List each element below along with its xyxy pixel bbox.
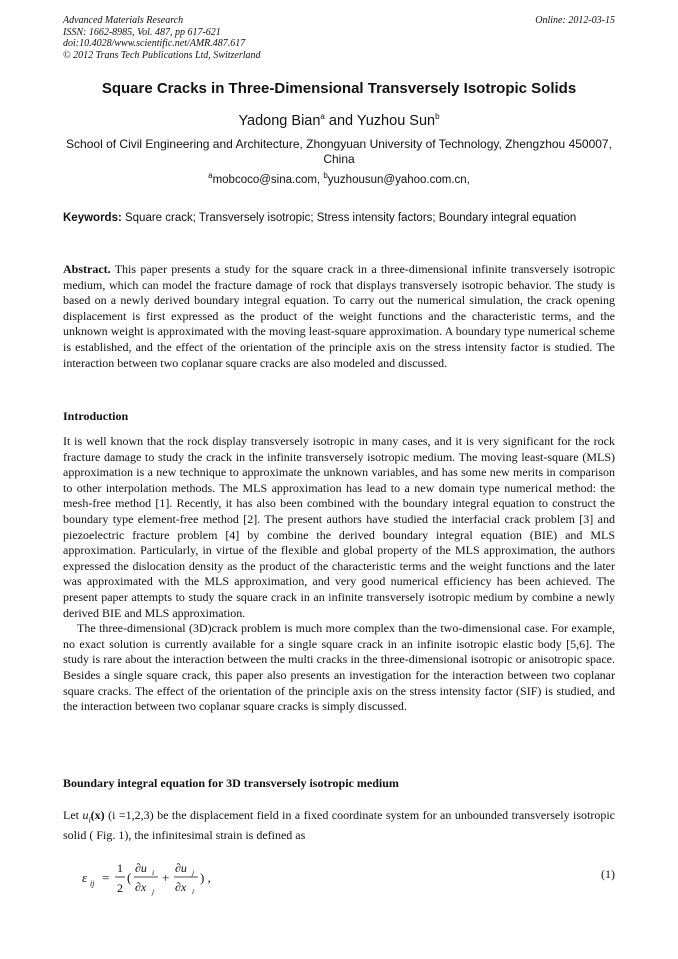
symbol-x-arg: (x) <box>90 808 105 822</box>
doi: doi:10.4028/www.scientific.net/AMR.487.617 <box>63 38 246 49</box>
eq-t1-den-sub: j <box>152 887 155 896</box>
keywords-text: Square crack; Transversely isotropic; Stress intensity factors; Boundary integral equation <box>121 212 577 224</box>
eq-t2-den: ∂x <box>175 880 187 894</box>
abstract-label: Abstract. <box>63 262 111 276</box>
author-line <box>0 113 678 129</box>
index-range: (i =1,2,3) <box>104 808 158 822</box>
eq-t1-num: ∂u <box>135 861 147 875</box>
email-b: yuzhousun@yahoo.com.cn, <box>327 174 470 186</box>
eq-lhs-sub: ij <box>90 879 95 888</box>
online-date: Online: 2012-03-15 <box>535 15 615 26</box>
abstract <box>63 262 615 371</box>
symbol-u: u <box>82 808 89 822</box>
introduction-paragraph-2: The three-dimensional (3D)crack problem is much more complex than the two-dimensional case. For example, no exact solution is currently available for a single square crack in an infinite isotropic elastic body [5,6]. The study is rare about the interaction between the multi cracks in the three-dimensional isotropic or anisotropic space. Besides a single square crack, this paper also presents an investigation for the interaction between two coplanar square cracks. The effect of the orientation of the principle axis on the stress intensity factor (SIF) is studied, and the interaction between two coplanar square cracks is simply discussed. <box>63 621 615 714</box>
eq-t2-den-sub: i <box>192 887 195 896</box>
introduction-heading: Introduction <box>63 409 129 423</box>
eq-half-den: 2 <box>117 881 123 895</box>
strain-equation <box>80 858 615 898</box>
eq-plus: + <box>162 870 170 885</box>
eq-open-paren: ( <box>127 870 132 885</box>
eq-t1-den: ∂x <box>135 880 147 894</box>
emails <box>0 171 678 186</box>
issn: ISSN: 1662-8985, Vol. 487, pp 617-621 <box>63 26 221 38</box>
eq-t2-num-sub: j <box>192 868 195 877</box>
affiliation: School of Civil Engineering and Architecture, Zhongyuan University of Technology, Zhengzhou 450007, China <box>66 137 612 166</box>
author-2-affil-mark: b <box>435 112 440 122</box>
abstract-text: This paper presents a study for the square crack in a three-dimensional infinite transversely isotropic medium, which can model the fracture damage of rock that displays transversely isotropic behavior. The study is based on a newly derived boundary integral equation. To carry out the numerical simulation, the crack opening displacement is first expressed as the product of the weight functions and the characteristic terms, and the unknown weight is approximated with the moving least-square approximation. A boundary type numerical scheme is established, and the effect of the orientation of the principle axis on the stress intensity factor is studied. The interaction between two coplanar square cracks are also modeled and discussed. <box>63 262 615 370</box>
keywords <box>63 211 615 225</box>
author-1-affil-mark: a <box>320 112 325 122</box>
bie-let: Let <box>63 808 83 822</box>
eq-t1-num-sub: i <box>152 868 155 877</box>
eq-equals: = <box>102 870 110 885</box>
eq-half-num: 1 <box>117 861 123 875</box>
journal-meta <box>63 15 261 61</box>
bie-text: be the displacement field in a fixed coordinate system for an unbounded transversely isotropic solid ( Fig. 1), the infinitesimal strain is defined as <box>63 808 616 842</box>
equation-number: (1) <box>601 867 615 881</box>
symbol-u-sub: i <box>88 815 91 825</box>
bie-paragraph <box>63 808 615 844</box>
email-a-mark: a <box>208 171 213 181</box>
email-a: mobcoco@sina.com, <box>212 174 324 186</box>
copyright: © 2012 Trans Tech Publications Ltd, Switzerland <box>63 49 261 61</box>
email-b-mark: b <box>323 171 328 181</box>
eq-t2-num: ∂u <box>175 861 187 875</box>
introduction-paragraph-1: It is well known that the rock display transversely isotropic in many cases, and it is very significant for the rock fracture damage to study the crack in the infinite transversely isotropic medium. The moving least-square (MLS) approximation is a new technique to approximate the unknown variables, and has some new merits in comparison to other interpolation methods. The MLS approximation has lead to a new domain type numerical method: the mesh-free method [1]. Recently, it has also been combined with the boundary integral equation to construct the boundary type element-free method [2]. The present authors have studied the interfacial crack problem [3] and piezoelectric fracture problem [4] by combine the derived boundary integral equation (BIE) and MLS approximation. Particularly, in virtue of the flexible and global property of the MLS approximation, the authors expressed the dislocation density as the product of the characteristic terms and the weight functions and the later was approximated with the MLS approximation, and very good numerical efficiency has been achieved. The present paper attempts to study the square crack in an infinite transversely isotropic medium by combine a newly derived BIE and MLS approximation. <box>63 434 615 620</box>
eq-close-paren: ) , <box>200 870 211 885</box>
paper-title: Square Cracks in Three-Dimensional Transversely Isotropic Solids <box>101 80 577 97</box>
journal-name: Advanced Materials Research <box>63 15 184 26</box>
keywords-label: Keywords: <box>63 212 122 224</box>
author-1: Yadong Bian <box>238 113 321 129</box>
author-2: Yuzhou Sun <box>356 113 436 129</box>
introduction-body <box>63 434 615 715</box>
eq-lhs: ε <box>82 870 88 885</box>
author-conjunction: and <box>324 113 357 129</box>
bie-heading: Boundary integral equation for 3D transversely isotropic medium <box>63 776 399 790</box>
